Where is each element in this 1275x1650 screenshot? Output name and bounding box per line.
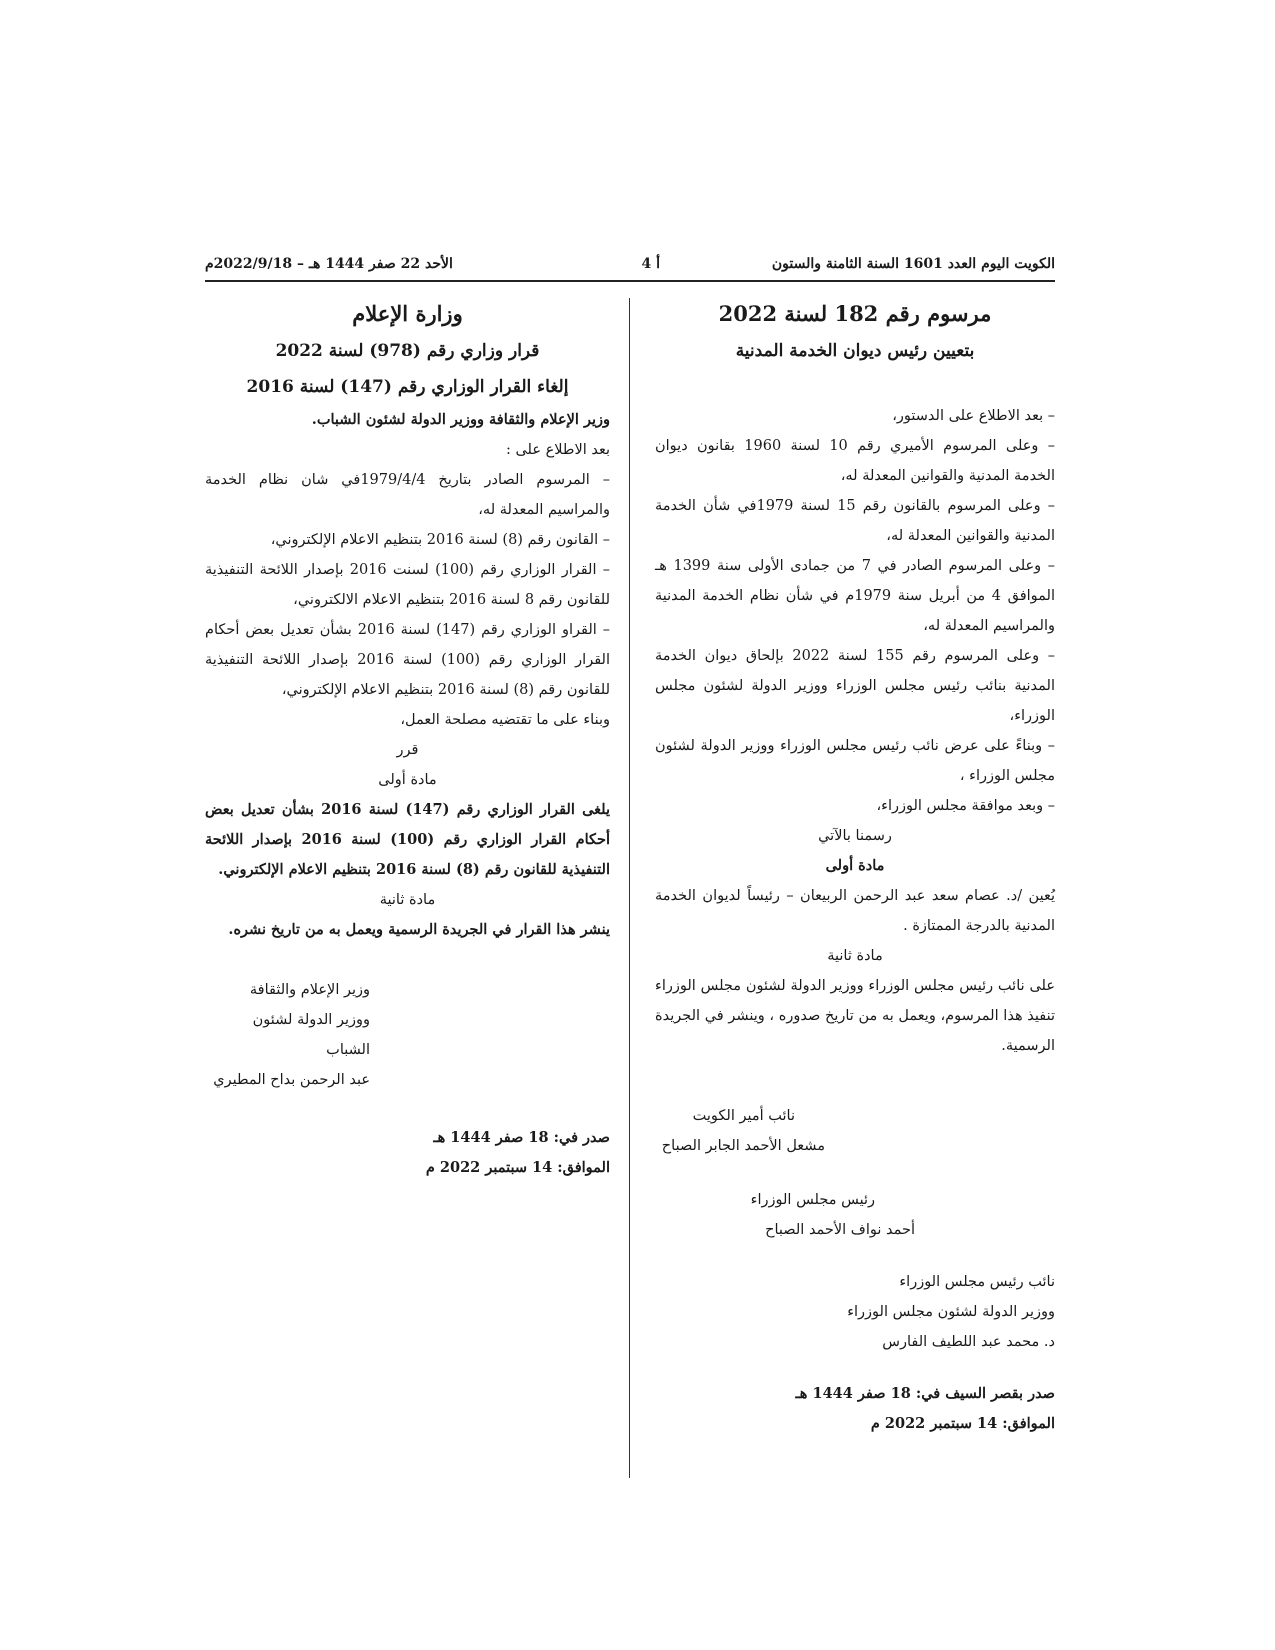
signature-title: وزير الإعلام والثقافة xyxy=(249,982,370,998)
signature-title: ووزير الدولة لشئون مجلس الوزراء xyxy=(847,1304,1055,1320)
preamble-item: – بعد الاطلاع على الدستور، xyxy=(892,408,1055,424)
minister-line: وزير الإعلام والثقافة ووزير الدولة لشئون الشباب. xyxy=(311,411,610,428)
signature-name: مشعل الأحمد الجابر الصباح xyxy=(661,1138,825,1154)
decree-column xyxy=(655,295,1055,1439)
preamble-item: – وعلى المرسوم رقم 155 لسنة 2022 بإلحاق ديوان الخدمة المدنية بنائب رئيس مجلس الوزراء ووزير الدولة لشئون مجلس الوزراء، xyxy=(655,648,1055,724)
page-header xyxy=(205,250,1055,282)
resolution-title: قرار وزاري رقم (978) لسنة 2022 xyxy=(275,341,540,361)
signature-title: ووزير الدولة لشئون الشباب xyxy=(252,1012,370,1058)
column-divider xyxy=(629,298,630,1478)
article-1-text: يلغى القرار الوزاري رقم (147) لسنة 2016 بشأن تعديل بعض أحكام القرار الوزاري رقم (100) لسنة 2016 بإصدار اللائحة التنفيذية للقانون رقم (8) لسنة 2016 بتنظيم الاعلام الإلكتروني. xyxy=(205,801,610,878)
signature-name: د. محمد عبد اللطيف الفارس xyxy=(882,1334,1055,1350)
decided-label: قرر xyxy=(396,742,419,758)
signature-minister xyxy=(205,975,370,1095)
article-1-title: مادة أولى xyxy=(378,772,437,788)
header-date: الأحد 22 صفر 1444 هـ – 2022/9/18م xyxy=(205,256,453,272)
issue-date-gregorian: الموافق: 14 سبتمبر 2022 م xyxy=(425,1159,610,1176)
header-page-number: أ 4 xyxy=(641,256,660,272)
article-1-text: يُعين /د. عصام سعد عبد الرحمن الربيعان – رئيساً لديوان الخدمة المدنية بالدرجة الممتازة . xyxy=(655,888,1055,934)
decree-formula: رسمنا بالآتي xyxy=(818,828,892,844)
article-2-text: ينشر هذا القرار في الجريدة الرسمية ويعمل به من تاريخ نشره. xyxy=(228,921,610,938)
signature-title: نائب أمير الكويت xyxy=(692,1108,795,1124)
header-issue: الكويت اليوم العدد 1601 السنة الثامنة والستون xyxy=(771,256,1055,272)
preamble-item: – وعلى المرسوم بالقانون رقم 15 لسنة 1979في شأن الخدمة المدنية والقوانين المعدلة له، xyxy=(655,498,1055,544)
preamble-item: – القراو الوزاري رقم (147) لسنة 2016 بشأن تعديل بعض أحكام القرار الوزاري رقم (100) لسنة 2016 بإصدار اللائحة التنفيذية للقانون رقم (8) لسنة 2016 بتنظيم الاعلام الإلكتروني، xyxy=(205,622,610,698)
issue-date-gregorian: الموافق: 14 سبتمبر 2022 م xyxy=(870,1415,1055,1432)
preamble-item: – وبناءً على عرض نائب رئيس مجلس الوزراء ووزير الدولة لشئون مجلس الوزراء ، xyxy=(655,738,1055,784)
signature-name: عبد الرحمن بداح المطيري xyxy=(213,1072,370,1088)
preamble-item: وبناء على ما تقتضيه مصلحة العمل، xyxy=(400,712,610,728)
preamble-item: – وعلى المرسوم الصادر في 7 من جمادى الأولى سنة 1399 هـ الموافق 4 من أبريل سنة 1979م في شأن نظام الخدمة المدنية والمراسيم المعدلة له، xyxy=(655,558,1056,634)
signature-prime-minister xyxy=(655,1185,915,1245)
preamble-item: – المرسوم الصادر بتاريخ 1979/4/4في شان نظام الخدمة والمراسيم المعدلة له، xyxy=(205,472,610,518)
signature-title: رئيس مجلس الوزراء xyxy=(750,1192,875,1208)
after-review: بعد الاطلاع على : xyxy=(505,442,610,458)
article-1-title: مادة أولى xyxy=(825,857,885,874)
signature-deputy-pm xyxy=(655,1267,1055,1357)
resolution-column xyxy=(205,295,610,1183)
preamble-item: – وبعد موافقة مجلس الوزراء، xyxy=(876,798,1055,814)
article-2-title: مادة ثانية xyxy=(827,948,883,964)
resolution-subtitle: إلغاء القرار الوزاري رقم (147) لسنة 2016 xyxy=(246,377,569,397)
ministry-name: وزارة الإعلام xyxy=(352,301,463,326)
article-2-text: على نائب رئيس مجلس الوزراء ووزير الدولة لشئون مجلس الوزراء تنفيذ هذا المرسوم، ويعمل به من تاريخ صدوره ، وينشر في الجريدة الرسمية. xyxy=(655,978,1055,1054)
preamble-item: – وعلى المرسوم الأميري رقم 10 لسنة 1960 بقانون ديوان الخدمة المدنية والقوانين المعدلة له، xyxy=(655,438,1055,484)
preamble-item: – القانون رقم (8) لسنة 2016 بتنظيم الاعلام الإلكتروني، xyxy=(270,532,610,548)
decree-subtitle: بتعيين رئيس ديوان الخدمة المدنية xyxy=(735,341,975,361)
gazette-page xyxy=(205,250,1055,1490)
decree-title: مرسوم رقم 182 لسنة 2022 xyxy=(718,301,992,326)
article-2-title: مادة ثانية xyxy=(379,892,436,908)
signature-title: نائب رئيس مجلس الوزراء xyxy=(899,1274,1055,1290)
signature-name: أحمد نواف الأحمد الصباح xyxy=(765,1222,915,1238)
issue-date: صدر بقصر السيف في: 18 صفر 1444 هـ xyxy=(795,1385,1055,1402)
issue-date: صدر في: 18 صفر 1444 هـ xyxy=(433,1129,610,1146)
preamble-item: – القرار الوزاري رقم (100) لسنت 2016 بإصدار اللائحة التنفيذية للقانون رقم 8 لسنة 2016 بتنظيم الاعلام الالكتروني، xyxy=(205,562,610,608)
signature-deputy-amir xyxy=(655,1101,825,1161)
